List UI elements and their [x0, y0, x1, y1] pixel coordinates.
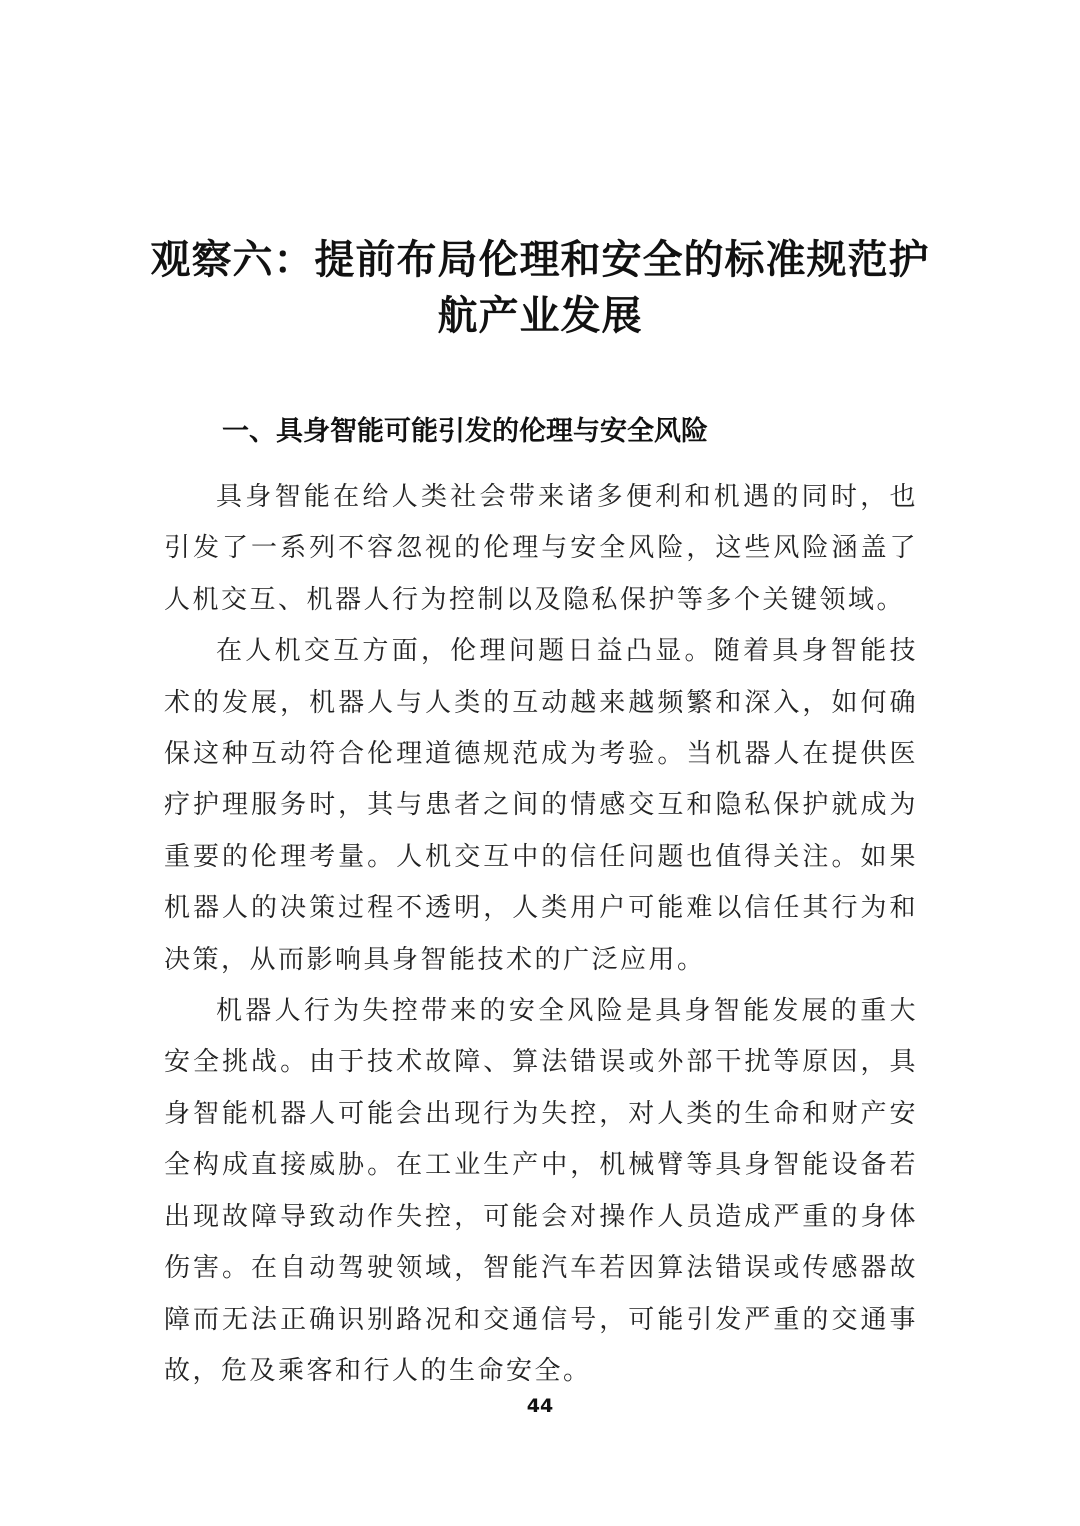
- section-heading: 一、具身智能可能引发的伦理与安全风险: [222, 416, 708, 447]
- chapter-title: [150, 232, 930, 344]
- paragraph-human-robot-interaction: 在人机交互方面，伦理问题日益凸显。随着具身智能技术的发展，机器人与人类的互动越来越频繁和深入，如何确保这种互动符合伦理道德规范成为考验。当机器人在提供医疗护理服务时，其与患者之间的情感交互和隐私保护就成为重要的伦理考量。人机交互中的信任问题也值得关注。如果机器人的决策过程不透明，人类用户可能难以信任其行为和决策，从而影响具身智能技术的广泛应用。: [164, 636, 918, 975]
- paragraph-behavior-control-risk: 机器人行为失控带来的安全风险是具身智能发展的重大安全挑战。由于技术故障、算法错误或外部干扰等原因，具身智能机器人可能会出现行为失控，对人类的生命和财产安全构成直接威胁。在工业生产中，机械臂等具身智能设备若出现故障导致动作失控，可能会对操作人员造成严重的身体伤害。在自动驾驶领域，智能汽车若因算法错误或传感器故障而无法正确识别路况和交通信号，可能引发严重的交通事故，危及乘客和行人的生命安全。: [164, 996, 918, 1386]
- paragraph-intro: 具身智能在给人类社会带来诸多便利和机遇的同时，也引发了一系列不容忽视的伦理与安全风险，这些风险涵盖了人机交互、机器人行为控制以及隐私保护等多个关键领域。: [164, 482, 918, 615]
- body-text: [164, 472, 918, 1397]
- chapter-title-line-2: 航产业发展: [437, 293, 643, 339]
- page-number: 44: [526, 1395, 554, 1417]
- chapter-title-line-1: 观察六：提前布局伦理和安全的标准规范护: [150, 237, 930, 283]
